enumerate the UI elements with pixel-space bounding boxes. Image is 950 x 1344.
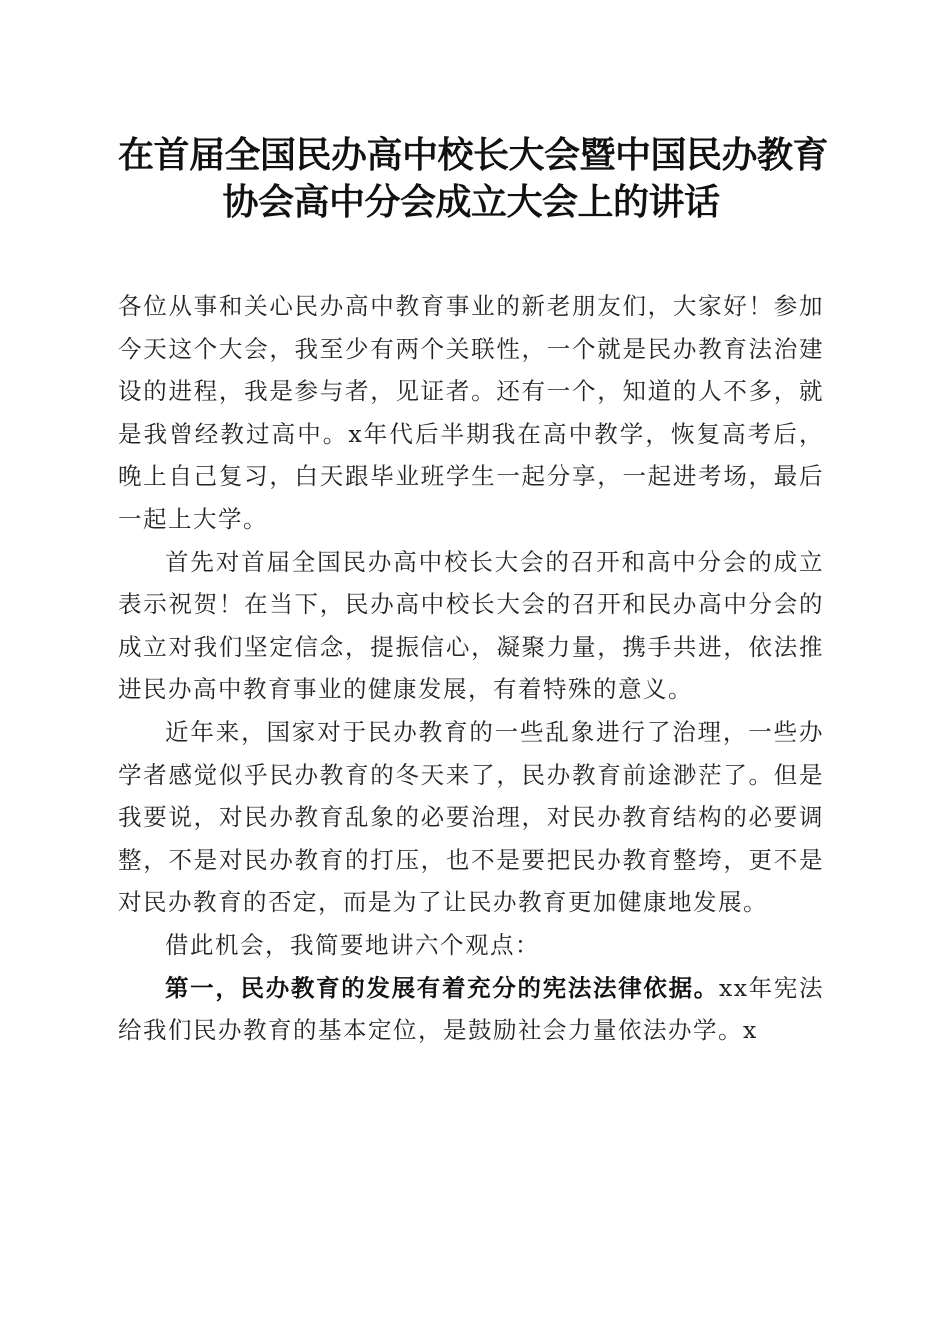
document-title	[118, 132, 829, 226]
paragraph-recent-years: 近年来，国家对于民办教育的一些乱象进行了治理，一些办学者感觉似乎民办教育的冬天来了，民办教育前途渺茫了。但是我要说，对民办教育乱象的必要治理，对民办教育结构的必要调整，不是对民办教育的打压，也不是要把民办教育整垮，更不是对民办教育的否定，而是为了让民办教育更加健康地发展。	[118, 717, 824, 917]
document-page	[118, 132, 829, 1052]
point-one-heading: 第一，民办教育的发展有着充分的宪法法律依据。	[165, 973, 719, 1002]
paragraph-congratulations: 首先对首届全国民办高中校长大会的召开和高中分会的成立表示祝贺！在当下，民办高中校长大会的召开和民办高中分会的成立对我们坚定信念，提振信心，凝聚力量，携手共进，依法推进民办高中教育事业的健康发展，有着特殊的意义。	[118, 547, 824, 704]
paragraph-greeting: 各位从事和关心民办高中教育事业的新老朋友们，大家好！参加今天这个大会，我至少有两个关联性，一个就是民办教育法治建设的进程，我是参与者，见证者。还有一个，知道的人不多，就是我曾经教过高中。x年代后半期我在高中教学，恢复高考后，晚上自己复习，白天跟毕业班学生一起分享，一起进考场，最后一起上大学。	[118, 292, 824, 533]
title-line-2: 协会高中分会成立大会上的讲话	[222, 181, 720, 223]
paragraph-point-one	[118, 967, 824, 1052]
title-line-1: 在首届全国民办高中校长大会暨中国民办教育	[118, 134, 829, 176]
document-body	[118, 285, 824, 1052]
point-one-text: xx年宪法给我们民办教育的基本定位，是鼓励社会力量依法办学。x	[118, 973, 824, 1045]
paragraph-six-points-intro: 借此机会，我简要地讲六个观点：	[165, 930, 540, 959]
